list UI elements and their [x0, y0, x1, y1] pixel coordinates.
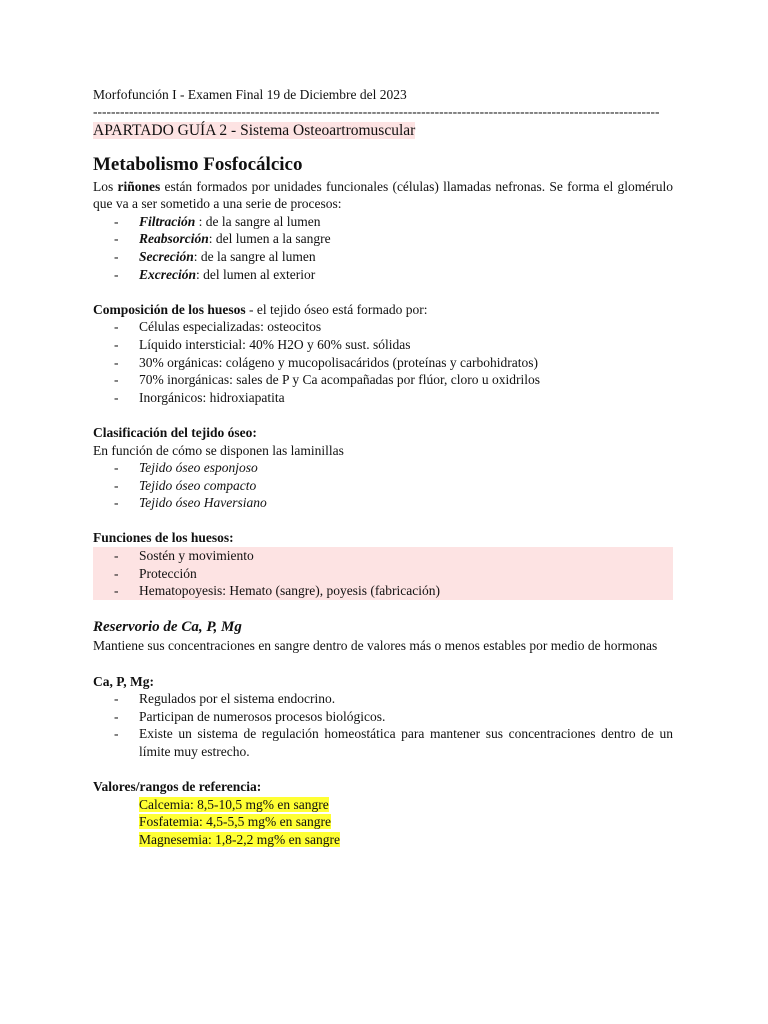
- page-title: Metabolismo Fosfocálcico: [93, 153, 303, 175]
- reference-item: [139, 831, 673, 849]
- list-item-text: Tejido óseo esponjoso: [139, 460, 258, 476]
- list-item: [93, 371, 673, 389]
- list-item-text: 70% inorgánicas: sales de P y Ca acompañadas por flúor, cloro u oxidrilos: [139, 372, 540, 388]
- composition-title: Composición de los huesos: [93, 301, 246, 317]
- reference-item: [139, 813, 673, 831]
- list-bullet: -: [114, 372, 119, 388]
- functions-title: Funciones de los huesos:: [93, 530, 234, 546]
- reference-item: [139, 796, 673, 814]
- process-term: Reabsorción: [139, 231, 209, 247]
- list-item: [93, 389, 673, 407]
- intro-bold-term: riñones: [117, 178, 161, 194]
- document-content: [93, 86, 673, 849]
- section-heading: [93, 121, 673, 141]
- list-item: [93, 582, 673, 600]
- list-bullet: -: [114, 266, 119, 282]
- list-bullet: -: [114, 495, 119, 511]
- list-bullet: -: [114, 231, 119, 247]
- reservoir-paragraph: Mantiene sus concentraciones en sangre dentro de valores más o menos estables por medio de hormonas: [93, 638, 658, 654]
- list-item: [93, 213, 673, 231]
- list-bullet: -: [114, 213, 119, 229]
- list-item: [93, 477, 673, 495]
- intro-prefix: Los: [93, 178, 118, 194]
- list-item: [93, 266, 673, 284]
- list-item-text: 30% orgánicas: colágeno y mucopolisacáridos (proteínas y carbohidratos): [139, 354, 539, 370]
- process-desc: : del lumen a la sangre: [208, 231, 331, 247]
- classification-list: [93, 459, 673, 512]
- list-item-text: Regulados por el sistema endocrino.: [139, 691, 336, 707]
- list-item: [93, 318, 673, 336]
- list-bullet: -: [114, 389, 119, 405]
- list-item: [93, 708, 673, 726]
- process-term: Filtración: [139, 213, 196, 229]
- reservoir-title: Reservorio de Ca, P, Mg: [93, 619, 242, 636]
- list-item: [93, 494, 673, 512]
- list-bullet: -: [114, 708, 119, 724]
- list-item-text: Sostén y movimiento: [139, 548, 254, 564]
- list-bullet: -: [114, 726, 119, 742]
- section-heading-text: APARTADO GUÍA 2 - Sistema Osteoartromuscular: [93, 121, 416, 139]
- process-desc: : de la sangre al lumen: [193, 248, 316, 264]
- composition-list: [93, 318, 673, 406]
- list-item: [93, 354, 673, 372]
- intro-rest: están formados por unidades funcionales (células) llamadas nefronas. Se forma el glomérulo que va a ser sometido a una serie de procesos:: [93, 178, 673, 212]
- process-list: [93, 213, 673, 283]
- list-item-text: Líquido intersticial: 40% H2O y 60% sust. sólidas: [139, 336, 411, 352]
- reference-list: [93, 796, 673, 849]
- list-item: [93, 336, 673, 354]
- list-item-text: Tejido óseo Haversiano: [139, 495, 267, 511]
- minerals-title: Ca, P, Mg:: [93, 673, 154, 689]
- process-desc: : de la sangre al lumen: [195, 213, 321, 229]
- list-item: [93, 459, 673, 477]
- list-item-text: Inorgánicos: hidroxiapatita: [139, 389, 285, 405]
- reference-item-text: Fosfatemia: 4,5-5,5 mg% en sangre: [139, 814, 331, 830]
- reference-item-text: Magnesemia: 1,8-2,2 mg% en sangre: [139, 831, 340, 847]
- exam-title: Morfofunción I - Examen Final 19 de Diciembre del 2023: [93, 87, 407, 102]
- list-item-text: Existe un sistema de regulación homeostática para mantener sus concentraciones dentro de un límite muy estrecho.: [139, 726, 673, 759]
- list-item-text: Células especializadas: osteocitos: [139, 319, 322, 335]
- functions-list: [93, 547, 673, 600]
- minerals-list: [93, 690, 673, 760]
- list-item: [93, 725, 673, 760]
- list-bullet: -: [114, 477, 119, 493]
- list-item-text: Participan de numerosos procesos biológicos.: [139, 708, 386, 724]
- list-bullet: -: [114, 319, 119, 335]
- reference-title: Valores/rangos de referencia:: [93, 779, 262, 795]
- list-item-text: Hematopoyesis: Hemato (sangre), poyesis (fabricación): [139, 583, 441, 599]
- list-bullet: -: [114, 460, 119, 476]
- list-bullet: -: [114, 336, 119, 352]
- process-desc: : del lumen al exterior: [196, 266, 316, 282]
- reference-item-text: Calcemia: 8,5-10,5 mg% en sangre: [139, 796, 329, 812]
- list-item: [93, 547, 673, 565]
- classification-title: Clasificación del tejido óseo:: [93, 424, 257, 440]
- composition-heading: [93, 301, 673, 319]
- list-item-text: Tejido óseo compacto: [139, 477, 257, 493]
- list-bullet: -: [114, 248, 119, 264]
- list-bullet: -: [114, 691, 119, 707]
- list-item: [93, 565, 673, 583]
- list-item: [93, 230, 673, 248]
- separator-line: ------------------------------------------------------------------------------------------------------------------------------: [93, 103, 660, 119]
- process-term: Secreción: [139, 248, 194, 264]
- process-term: Excreción: [139, 266, 196, 282]
- list-bullet: -: [114, 548, 119, 564]
- list-bullet: -: [114, 565, 119, 581]
- list-bullet: -: [114, 583, 119, 599]
- intro-paragraph: [93, 178, 673, 213]
- list-item: [93, 248, 673, 266]
- list-item: [93, 690, 673, 708]
- composition-rest: - el tejido óseo está formado por:: [245, 301, 428, 317]
- classification-intro: En función de cómo se disponen las laminillas: [93, 442, 344, 458]
- list-bullet: -: [114, 354, 119, 370]
- list-item-text: Protección: [139, 565, 197, 581]
